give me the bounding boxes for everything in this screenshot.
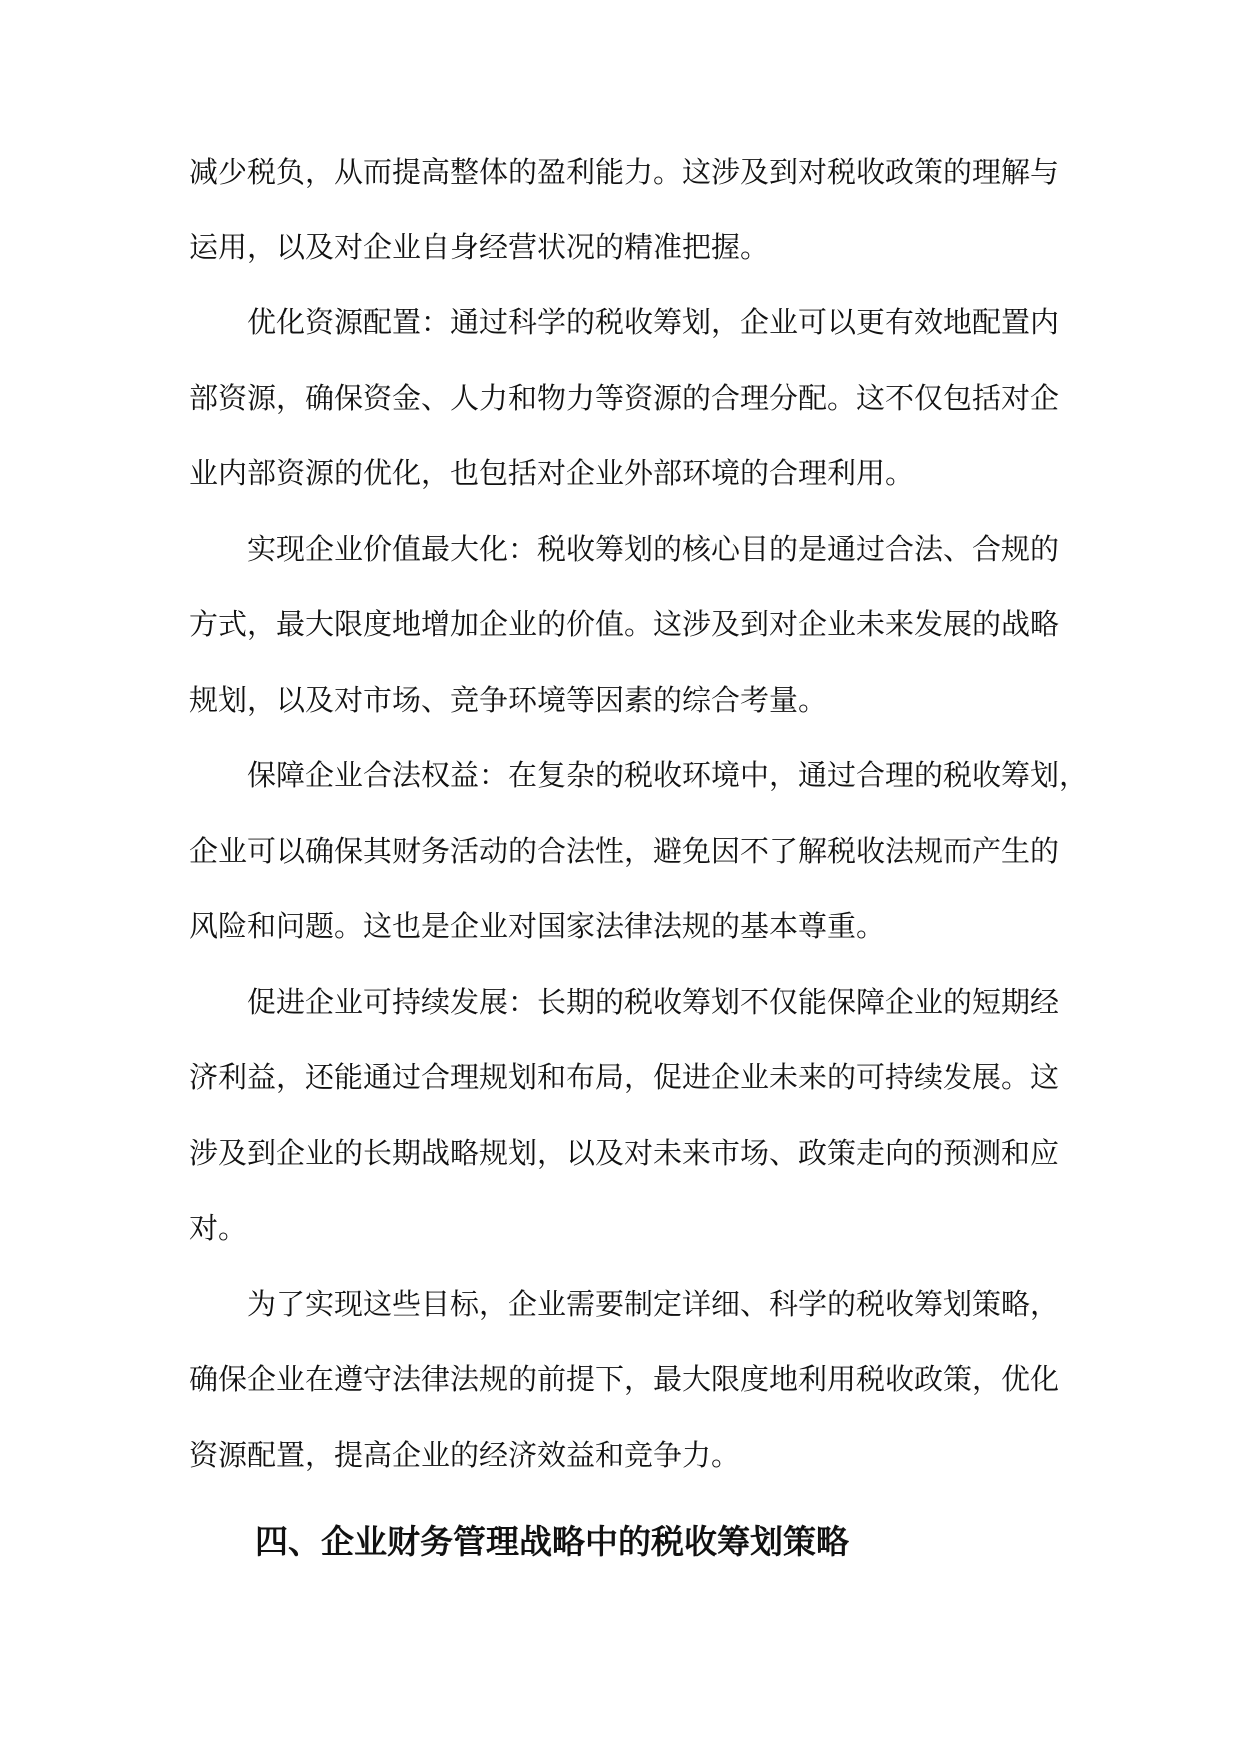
paragraph-line: 资源配置，提高企业的经济效益和竞争力。 (189, 1438, 741, 1472)
paragraph-line: 保障企业合法权益：在复杂的税收环境中，通过合理的税收筹划， (247, 758, 1089, 792)
paragraph-line: 实现企业价值最大化：税收筹划的核心目的是通过合法、合规的 (247, 532, 1060, 566)
paragraph-line: 业内部资源的优化，也包括对企业外部环境的合理利用。 (189, 456, 915, 490)
paragraph-line: 减少税负，从而提高整体的盈利能力。这涉及到对税收政策的理解与 (189, 155, 1060, 189)
paragraph-line: 方式，最大限度地增加企业的价值。这涉及到对企业未来发展的战略 (189, 607, 1060, 641)
paragraph-line: 优化资源配置：通过科学的税收筹划，企业可以更有效地配置内 (247, 305, 1060, 339)
paragraph-line: 济利益，还能通过合理规划和布局，促进企业未来的可持续发展。这 (189, 1060, 1060, 1094)
paragraph-line: 确保企业在遵守法律法规的前提下，最大限度地利用税收政策，优化 (189, 1362, 1060, 1396)
paragraph-line: 规划，以及对市场、竞争环境等因素的综合考量。 (189, 683, 828, 717)
paragraph-line: 企业可以确保其财务活动的合法性，避免因不了解税收法规而产生的 (189, 834, 1060, 868)
paragraph-line: 促进企业可持续发展：长期的税收筹划不仅能保障企业的短期经 (247, 985, 1060, 1019)
section-heading: 四、企业财务管理战略中的税收筹划策略 (255, 1522, 849, 1561)
paragraph-line: 风险和问题。这也是企业对国家法律法规的基本尊重。 (189, 909, 886, 943)
paragraph-line: 对。 (189, 1211, 248, 1245)
paragraph-line: 涉及到企业的长期战略规划，以及对未来市场、政策走向的预测和应 (189, 1136, 1060, 1170)
paragraph-line: 运用，以及对企业自身经营状况的精准把握。 (189, 230, 770, 264)
paragraph-line: 部资源，确保资金、人力和物力等资源的合理分配。这不仅包括对企 (189, 381, 1060, 415)
paragraph-line: 为了实现这些目标，企业需要制定详细、科学的税收筹划策略， (247, 1287, 1060, 1321)
